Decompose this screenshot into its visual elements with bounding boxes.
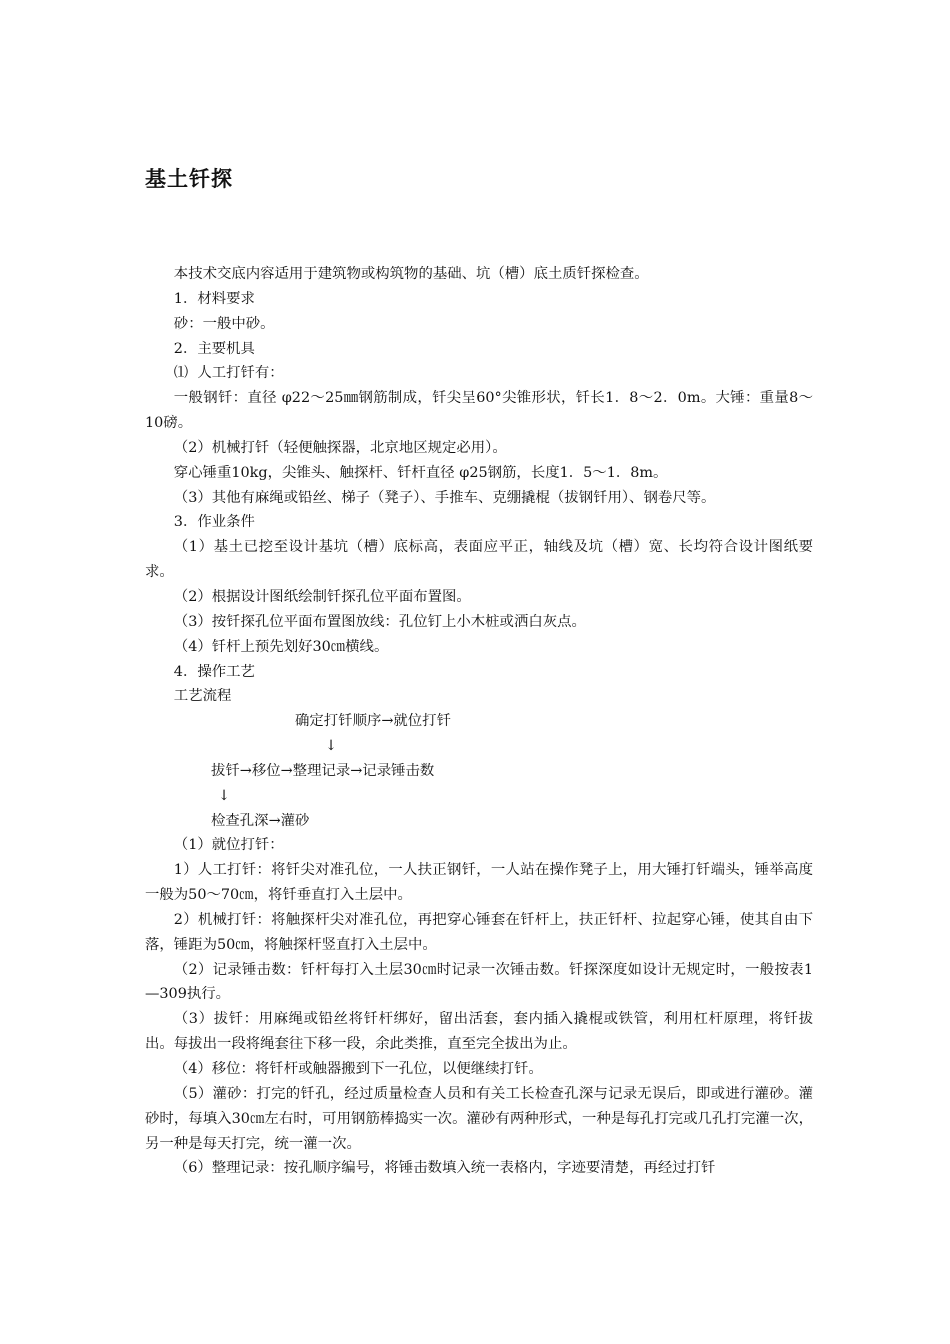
process-flow-label: 工艺流程 [173,688,232,705]
relocate-step: （4）移位：将钎杆或触器搬到下一孔位，以便继续打钎。 [173,1061,543,1077]
condition-4-paragraph: （4）钎杆上预先划好30㎝横线。 [173,638,389,655]
flow-step-line-3: 检查孔深→灌砂 [211,812,310,829]
organize-records-step: （6）整理记录：按孔顺序编号，将锤击数填入统一表格内，字迹要清楚，再经过打钎 [173,1160,716,1177]
document-body [145,262,813,1181]
flow-down-arrow-icon: ↓ [218,787,231,804]
flow-step-line-1: 确定打钎顺序→就位打钎 [295,713,451,730]
positioning-heading: （1）就位打钎： [173,837,284,854]
steel-rod-paragraph: 一般钢钎：直径 φ22～25㎜钢筋制成，钎尖呈60°尖锥形状，钎长1．8～2．0m。大锤：重量8～10磅。 [145,390,813,432]
section-1-heading: 1．材料要求 [173,290,255,307]
condition-1-paragraph: （1）基土已挖至设计基坑（槽）底标高，表面应平正，轴线及坑（槽）宽、长均符合设计图纸要求。 [145,539,813,581]
flow-step-line-2: 拔钎→移位→整理记录→记录锤击数 [211,762,435,779]
hammer-paragraph: 穿心锤重10kg，尖锥头、触探杆、钎杆直径 φ25钢筋，长度1．5～1．8m。 [173,464,668,481]
other-tools-paragraph: （3）其他有麻绳或铅丝、梯子（凳子）、手推车、克绷撬棍（拔钢钎用）、钢卷尺等。 [173,489,716,506]
manual-drilling-heading: ⑴ 人工打钎有： [173,365,284,382]
document-title: 基土钎探 [145,167,233,191]
pull-rod-step: （3）拔钎：用麻绳或铅丝将钎杆绑好，留出活套，套内插入撬棍或铁管，利用杠杆原理，将钎拔出。每拔出一段将绳套往下移一段，余此类推，直至完全拔出为止。 [145,1011,813,1053]
flow-down-arrow-icon: ↓ [325,738,338,755]
materials-paragraph: 砂：一般中砂。 [173,315,275,332]
section-2-heading: 2．主要机具 [173,340,255,357]
mechanical-drilling-heading: （2）机械打钎（轻便触探器，北京地区规定必用）。 [173,439,507,456]
record-blows-step: （2）记录锤击数：钎杆每打入土层30㎝时记录一次锤击数。钎探深度如设计无规定时，一般按表1—309执行。 [145,961,813,1003]
sand-filling-step: （5）灌砂：打完的钎孔，经过质量检查人员和有关工长检查孔深与记录无误后，即或进行灌砂。灌砂时，每填入30㎝左右时，可用钢筋棒捣实一次。灌砂有两种形式，一种是每孔打完或几孔打完灌一次，另一种是每天打完，统一灌一次。 [145,1085,813,1152]
condition-2-paragraph: （2）根据设计图纸绘制钎探孔位平面布置图。 [173,588,471,605]
scope-paragraph: 本技术交底内容适用于建筑物或构筑物的基础、坑（槽）底土质钎探检查。 [173,266,649,282]
mechanical-drilling-step: 2）机械打钎：将触探杆尖对准孔位，再把穿心锤套在钎杆上，扶正钎杆、拉起穿心锤，使其自由下落，锤距为50㎝，将触探杆竖直打入土层中。 [145,911,813,953]
section-3-heading: 3．作业条件 [173,514,255,531]
manual-drilling-step: 1）人工打钎：将钎尖对准孔位，一人扶正钢钎，一人站在操作凳子上，用大锤打钎端头，锤举高度一般为50～70㎝，将钎垂直打入土层中。 [145,862,813,904]
section-4-heading: 4．操作工艺 [173,663,255,680]
condition-3-paragraph: （3）按钎探孔位平面布置图放线：孔位钉上小木桩或洒白灰点。 [173,613,586,630]
